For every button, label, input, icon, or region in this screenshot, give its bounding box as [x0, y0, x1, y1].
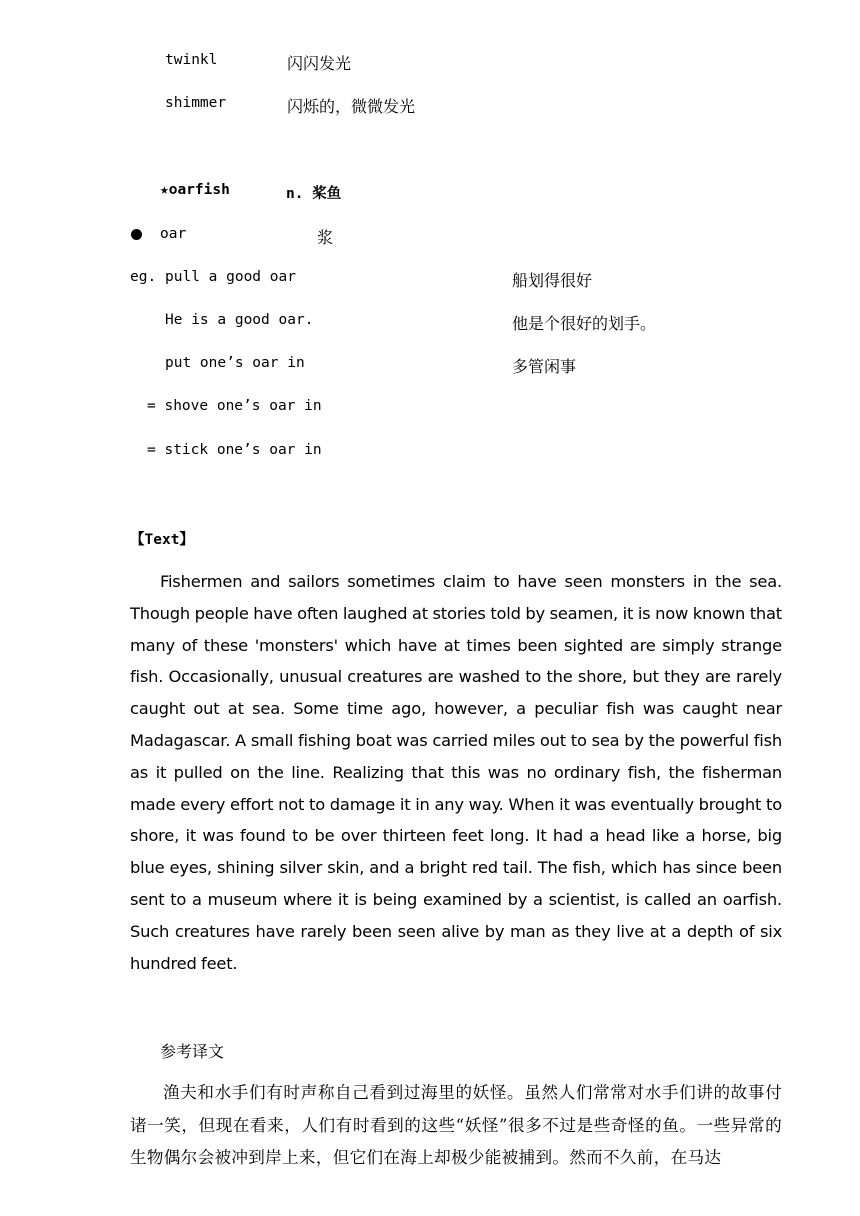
bullet-meaning: 浆	[317, 228, 334, 247]
oarfish-heading-meaning: n. 桨鱼	[286, 186, 342, 202]
example-en: pull a good oar	[165, 269, 296, 285]
text-body: Fishermen and sailors sometimes claim to have seen monsters in the sea. Though people have often laughed at stories told by seamen, it is now known that many of these 'monsters' which have at times been sighted are simply strange fish. Occasionally, unusual creatures are washed to the shore, but they are rarely caught out at sea. Some time ago, however, a peculiar fish was caught near Madagascar. A small fishing boat was carried miles out to sea by the powerful fish as it pulled on the line. Realizing that this was no ordinary fish, the fisherman made every effort not to damage it in any way. When it was eventually brought to shore, it was found to be over thirteen feet long. It had a head like a horse, big blue eyes, shining silver skin, and a bright red tail. The fish, which has since been sent to a museum where it is being examined by a scientist, is called an oarfish. Such creatures have rarely been seen alive by man as they live at a depth of six hundred feet.	[130, 572, 782, 973]
oarfish-heading-word: ★oarfish	[160, 182, 230, 198]
example-zh: 多管闲事	[512, 357, 577, 376]
vocab-word-twinkl: twinkl	[165, 52, 218, 68]
synonym-line: = stick one’s oar in	[147, 442, 322, 458]
example-prefix: eg.	[130, 269, 157, 285]
vocab-meaning-twinkl: 闪闪发光	[287, 54, 352, 73]
example-zh: 船划得很好	[512, 271, 593, 290]
text-section-label: 【Text】	[130, 532, 194, 548]
vocab-word-shimmer: shimmer	[165, 95, 227, 111]
vocab-meaning-shimmer: 闪烁的，微微发光	[287, 97, 416, 116]
example-en: put one’s oar in	[165, 355, 305, 371]
synonym-line: = shove one’s oar in	[147, 398, 322, 414]
bullet-word: oar	[160, 226, 187, 242]
example-zh: 他是个很好的划手。	[512, 314, 657, 333]
translation-body: 渔夫和水手们有时声称自己看到过海里的妖怪。虽然人们常常对水手们讲的故事付诸一笑，但现在看来，人们有时看到的这些“妖怪”很多不过是些奇怪的鱼。一些异常的生物偶尔会被冲到岸上来，但它们在海上却极少能被捕到。然而不久前，在马达	[130, 1083, 782, 1167]
example-en: He is a good oar.	[165, 312, 314, 328]
translation-label: 参考译文	[160, 1042, 225, 1061]
bullet-icon	[131, 229, 142, 240]
